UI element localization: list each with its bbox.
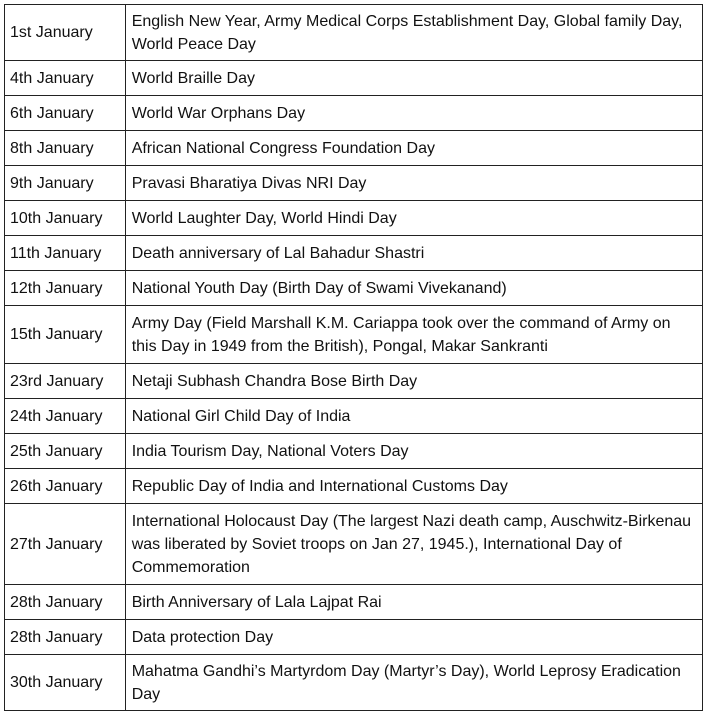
table-row xyxy=(5,434,703,469)
table-row xyxy=(5,236,703,271)
date-cell: 10th January xyxy=(5,201,126,236)
table-row xyxy=(5,61,703,96)
event-cell: India Tourism Day, National Voters Day xyxy=(125,434,702,469)
table-row xyxy=(5,399,703,434)
event-cell: African National Congress Foundation Day xyxy=(125,131,702,166)
table-row xyxy=(5,620,703,655)
table-row xyxy=(5,585,703,620)
table-row xyxy=(5,469,703,504)
date-cell: 1st January xyxy=(5,5,126,61)
date-cell: 30th January xyxy=(5,655,126,711)
event-cell: Netaji Subhash Chandra Bose Birth Day xyxy=(125,364,702,399)
table-row xyxy=(5,166,703,201)
date-cell: 11th January xyxy=(5,236,126,271)
table-row xyxy=(5,364,703,399)
event-cell: National Youth Day (Birth Day of Swami Vivekanand) xyxy=(125,271,702,306)
date-cell: 24th January xyxy=(5,399,126,434)
event-cell: World Braille Day xyxy=(125,61,702,96)
date-cell: 27th January xyxy=(5,504,126,585)
table-row xyxy=(5,96,703,131)
event-cell: World Laughter Day, World Hindi Day xyxy=(125,201,702,236)
date-cell: 28th January xyxy=(5,620,126,655)
date-cell: 15th January xyxy=(5,306,126,364)
event-cell: International Holocaust Day (The largest Nazi death camp, Auschwitz-Birkenau was liberated by Soviet troops on Jan 27, 1945.), International Day of Commemoration xyxy=(125,504,702,585)
event-cell: Death anniversary of Lal Bahadur Shastri xyxy=(125,236,702,271)
table-row xyxy=(5,5,703,61)
important-days-table xyxy=(4,4,703,711)
table-row xyxy=(5,201,703,236)
date-cell: 26th January xyxy=(5,469,126,504)
event-cell: Army Day (Field Marshall K.M. Cariappa took over the command of Army on this Day in 1949 from the British), Pongal, Makar Sankranti xyxy=(125,306,702,364)
event-cell: World War Orphans Day xyxy=(125,96,702,131)
table-row xyxy=(5,131,703,166)
event-cell: Republic Day of India and International Customs Day xyxy=(125,469,702,504)
date-cell: 12th January xyxy=(5,271,126,306)
table-row xyxy=(5,306,703,364)
date-cell: 6th January xyxy=(5,96,126,131)
event-cell: Birth Anniversary of Lala Lajpat Rai xyxy=(125,585,702,620)
table-row xyxy=(5,504,703,585)
date-cell: 25th January xyxy=(5,434,126,469)
event-cell: Pravasi Bharatiya Divas NRI Day xyxy=(125,166,702,201)
date-cell: 9th January xyxy=(5,166,126,201)
date-cell: 8th January xyxy=(5,131,126,166)
date-cell: 28th January xyxy=(5,585,126,620)
date-cell: 23rd January xyxy=(5,364,126,399)
table-row xyxy=(5,271,703,306)
date-cell: 4th January xyxy=(5,61,126,96)
event-cell: National Girl Child Day of India xyxy=(125,399,702,434)
event-cell: Data protection Day xyxy=(125,620,702,655)
event-cell: English New Year, Army Medical Corps Establishment Day, Global family Day, World Peace Day xyxy=(125,5,702,61)
table-row xyxy=(5,655,703,711)
event-cell: Mahatma Gandhi’s Martyrdom Day (Martyr’s Day), World Leprosy Eradication Day xyxy=(125,655,702,711)
